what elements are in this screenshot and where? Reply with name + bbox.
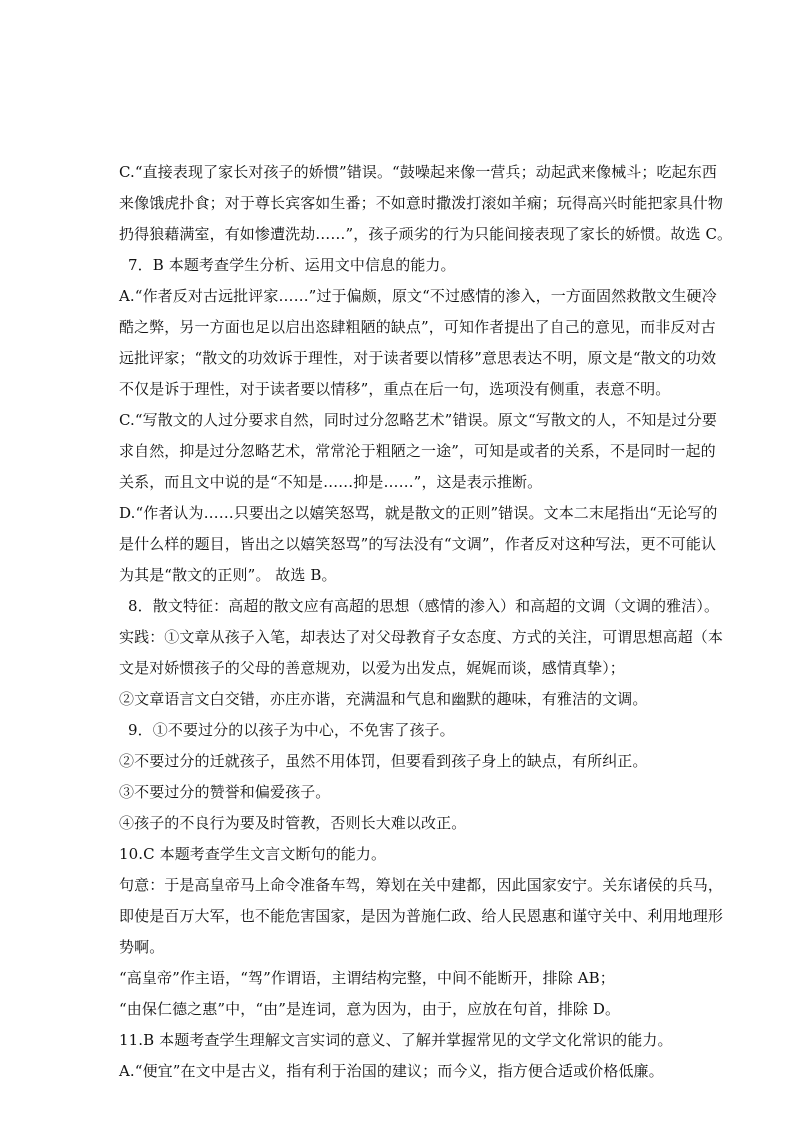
text-line: D.“作者认为……只要出之以嬉笑怒骂，就是散文的正则”错误。文本二末尾指出“无论写的 (119, 504, 718, 522)
text-line: C.“直接表现了家长对孩子的娇惯”错误。“鼓噪起来像一营兵；动起武来像械斗；吃起东西 (119, 163, 717, 181)
text-line: 7．B 本题考查学生分析、运用文中信息的能力。 (128, 256, 456, 274)
text-line: ④孩子的不良行为要及时管教，否则长大难以改正。 (119, 814, 467, 832)
text-line: 不仅是诉于理性，对于读者要以情移”，重点在后一句，选项没有侧重，表意不明。 (119, 380, 671, 398)
text-line: 文是对娇惯孩子的父母的善意规劝，以爱为出发点，娓娓而谈，感情真挚）； (119, 659, 625, 677)
text-line: 句意：于是高皇帝马上命令准备车驾，筹划在关中建都，因此国家安宁。关东诸侯的兵马， (119, 876, 724, 894)
text-line: C.“写散文的人过分要求自然，同时过分忽略艺术”错误。原文“写散文的人，不知是过分要 (119, 411, 717, 429)
text-line: “由保仁德之惠”中，“由”是连词，意为因为，由于，应放在句首，排除 D。 (119, 1000, 621, 1018)
text-line: 11.B 本题考查学生理解文言实词的意义、了解并掌握常见的文学文化常识的能力。 (119, 1031, 673, 1049)
text-line: A.“作者反对古远批评家……”过于偏颇，原文“不过感情的渗入，一方面固然救散文生硬冷 (119, 287, 717, 305)
text-line: 扔得狼藉满室，有如惨遭洗劫……”，孩子顽劣的行为只能间接表现了家长的娇惯。故选 C。 (119, 225, 733, 243)
text-line: 实践：①文章从孩子入笔，却表达了对父母教育子女态度、方式的关注，可谓思想高超（本 (119, 628, 724, 646)
text-line: 10.C 本题考查学生文言文断句的能力。 (119, 845, 387, 863)
text-line: 9．①不要过分的以孩子为中心，不免害了孩子。 (128, 721, 455, 739)
text-line: 来像饿虎扑食；对于尊长宾客如生番；不如意时撒泼打滚如羊痫；玩得高兴时能把家具什物 (119, 194, 724, 212)
text-line: 求自然，抑是过分忽略艺术，常常沦于粗陋之一途”，可知是或者的关系，不是同时一起的 (119, 442, 716, 460)
text-line: 为其是“散文的正则”。 故选 B。 (119, 566, 337, 584)
text-line: 势啊。 (119, 938, 165, 956)
text-line: ②文章语言文白交错，亦庄亦谐，充满温和气息和幽默的趣味，有雅洁的文调。 (119, 690, 648, 708)
text-line: 8．散文特征：高超的散文应有高超的思想（感情的渗入）和高超的文调（文调的雅洁）。 (128, 597, 720, 615)
text-line: 即使是百万大军，也不能危害国家，是因为普施仁政、给人民恩惠和谨守关中、利用地理形 (119, 907, 724, 925)
text-line: 关系，而且文中说的是“不知是……抑是……”，这是表示推断。 (119, 473, 543, 491)
text-line: 远批评家；“散文的功效诉于理性，对于读者要以情移”意思表达不明，原文是“散文的功效 (119, 349, 717, 367)
text-line: 是什么样的题目，皆出之以嬉笑怒骂”的写法没有“文调”，作者反对这种写法，更不可能认 (119, 535, 717, 553)
text-line: ③不要过分的赞誉和偏爱孩子。 (119, 783, 331, 801)
text-line: ②不要过分的迁就孩子，虽然不用体罚，但要看到孩子身上的缺点，有所纠正。 (119, 752, 648, 770)
text-line: “高皇帝”作主语，“驾”作谓语，主谓结构完整，中间不能断开，排除 AB； (119, 969, 615, 987)
text-line: A.“便宜”在文中是古义，指有利于治国的建议；而今义，指方便合适或价格低廉。 (119, 1062, 664, 1080)
text-line: 酷之弊，另一方面也足以启出恣肆粗陋的缺点”，可知作者提出了自己的意见，而非反对古 (119, 318, 716, 336)
